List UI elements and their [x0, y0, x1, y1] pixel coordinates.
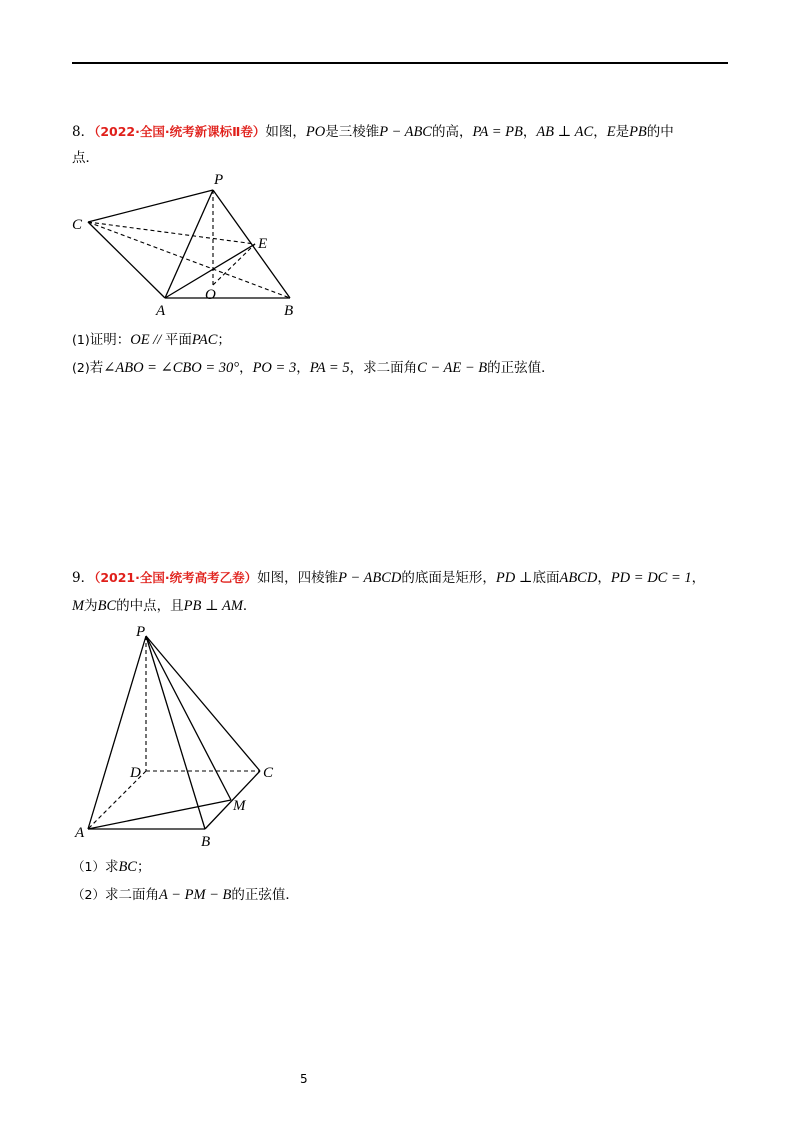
- edge-PA: [165, 190, 213, 298]
- label-O: O: [205, 287, 216, 303]
- edge-PC: [146, 636, 260, 771]
- label-C: C: [72, 217, 83, 233]
- label-B: B: [284, 303, 294, 319]
- label-B: B: [201, 834, 211, 850]
- page-number: 5: [300, 1072, 308, 1086]
- header-rule: [72, 62, 728, 64]
- q8-tetrahedron-figure: [60, 168, 320, 318]
- label-D: D: [130, 765, 141, 781]
- q9-pyramid-figure: [70, 620, 290, 850]
- q9-part1: （1）求BC；: [72, 859, 151, 875]
- edge-CP: [88, 190, 213, 222]
- q8-stem-line2: 点．: [72, 150, 99, 166]
- q8-stem-line1: 8．（2022·全国·统考新课标Ⅱ卷）如图，PO是三棱锥P − ABC的高，PA = PB，AB ⊥ AC，E是PB的中: [72, 124, 674, 140]
- label-P: P: [136, 624, 146, 640]
- label-A: A: [75, 825, 85, 841]
- q8-part2: (2)若∠ABO = ∠CBO = 30°，PO = 3，PA = 5，求二面角C − AE − B的正弦值．: [72, 360, 555, 376]
- dashed-OE: [213, 244, 255, 285]
- q8-number: 8．: [72, 124, 95, 140]
- label-M: M: [233, 798, 246, 814]
- q9-stem-line1: 9．（2021·全国·统考高考乙卷）如图，四棱锥P − ABCD的底面是矩形，PD ⊥底面ABCD，PD = DC = 1，: [72, 570, 706, 586]
- q8-source: （2022·全国·统考新课标Ⅱ卷）: [94, 124, 266, 139]
- dashed-CE: [88, 222, 255, 244]
- q8-part1: (1)证明：OE // 平面PAC；: [72, 332, 231, 348]
- label-A: A: [156, 303, 166, 319]
- q9-number: 9．: [72, 570, 95, 586]
- label-E: E: [258, 236, 268, 252]
- q9-stem-line2: M为BC的中点，且PB ⊥ AM．: [72, 598, 257, 614]
- q9-source: （2021·全国·统考高考乙卷）: [94, 570, 258, 585]
- q9-part2: （2）求二面角A − PM − B的正弦值．: [72, 887, 299, 903]
- edge-CA: [88, 222, 165, 298]
- label-P: P: [214, 172, 224, 188]
- edge-PA: [88, 636, 146, 829]
- dashed-CB: [88, 222, 290, 298]
- label-C: C: [263, 765, 274, 781]
